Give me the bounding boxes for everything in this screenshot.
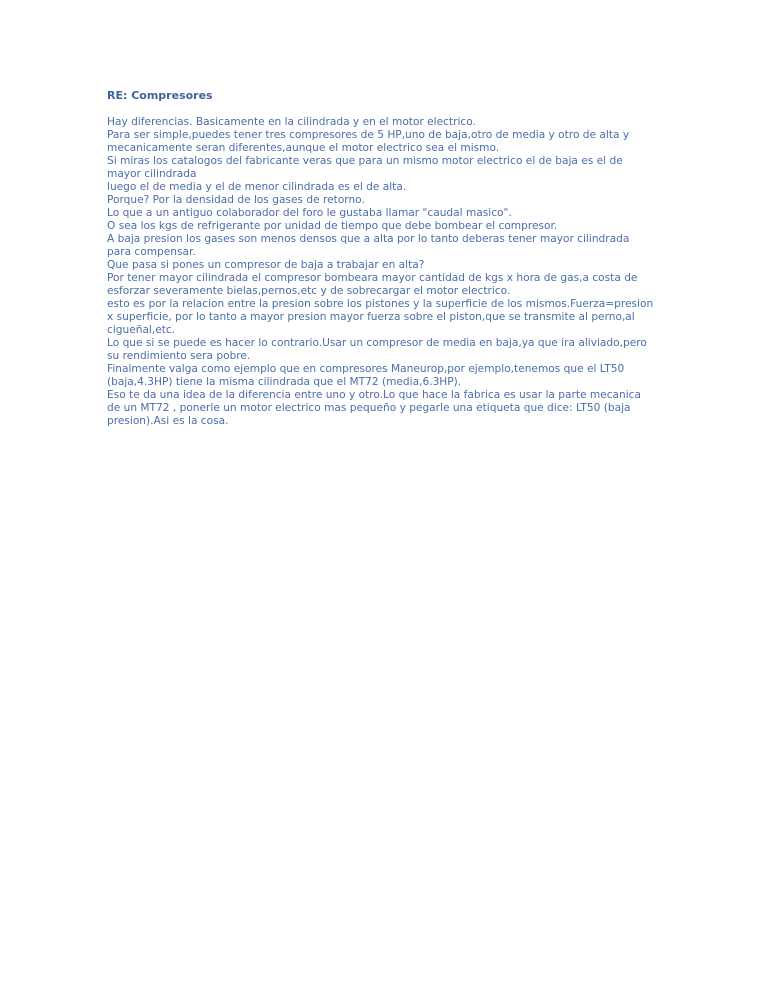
post-line: de un MT72 , ponerle un motor electrico mas pequeño y pegarle una etiqueta que dice: LT50 (baja xyxy=(107,402,631,414)
post-line: Lo que a un antiguo colaborador del foro le gustaba llamar "caudal masico". xyxy=(107,207,512,219)
post-line: Finalmente valga como ejemplo que en compresores Maneurop,por ejemplo,tenemos que el LT50 xyxy=(107,363,625,375)
post-line: Para ser simple,puedes tener tres compresores de 5 HP,uno de baja,otro de media y otro de alta y xyxy=(107,129,630,141)
post-line: Hay diferencias. Basicamente en la cilindrada y en el motor electrico. xyxy=(107,116,476,128)
post-body xyxy=(107,116,667,428)
post-line: x superficie, por lo tanto a mayor presion mayor fuerza sobre el piston,que se transmite al perno,al xyxy=(107,311,635,323)
post-line: Porque? Por la densidad de los gases de retorno. xyxy=(107,194,365,206)
post-line: esforzar severamente bielas,pernos,etc y de sobrecargar el motor electrico. xyxy=(107,285,511,297)
post-line: esto es por la relacion entre la presion sobre los pistones y la superficie de los mismos.Fuerza=presion xyxy=(107,298,654,310)
post-line: O sea los kgs de refrigerante por unidad de tiempo que debe bombear el compresor. xyxy=(107,220,558,232)
post-line: Que pasa si pones un compresor de baja a trabajar en alta? xyxy=(107,259,425,271)
post-line: mayor cilindrada xyxy=(107,168,197,180)
post-line: su rendimiento sera pobre. xyxy=(107,350,251,362)
post-line: Por tener mayor cilindrada el compresor bombeara mayor cantidad de kgs x hora de gas,a costa de xyxy=(107,272,638,284)
post-title: RE: Compresores xyxy=(107,89,213,102)
post-line: (baja,4.3HP) tiene la misma cilindrada que el MT72 (media,6.3HP). xyxy=(107,376,462,388)
post-line: para compensar. xyxy=(107,246,196,258)
post-line: mecanicamente seran diferentes,aunque el motor electrico sea el mismo. xyxy=(107,142,500,154)
post-line: luego el de media y el de menor cilindrada es el de alta. xyxy=(107,181,407,193)
post-line: Lo que si se puede es hacer lo contrario.Usar un compresor de media en baja,ya que ira aliviado,pero xyxy=(107,337,647,349)
post-line: cigueñal,etc. xyxy=(107,324,176,336)
post-line: Eso te da una idea de la diferencia entre uno y otro.Lo que hace la fabrica es usar la parte mecanica xyxy=(107,389,641,401)
post-line: presion).Asi es la cosa. xyxy=(107,415,229,427)
post-line: Si miras los catalogos del fabricante veras que para un mismo motor electrico el de baja es el de xyxy=(107,155,623,167)
post-line: A baja presion los gases son menos densos que a alta por lo tanto deberas tener mayor cilindrada xyxy=(107,233,630,245)
forum-post xyxy=(107,89,667,428)
